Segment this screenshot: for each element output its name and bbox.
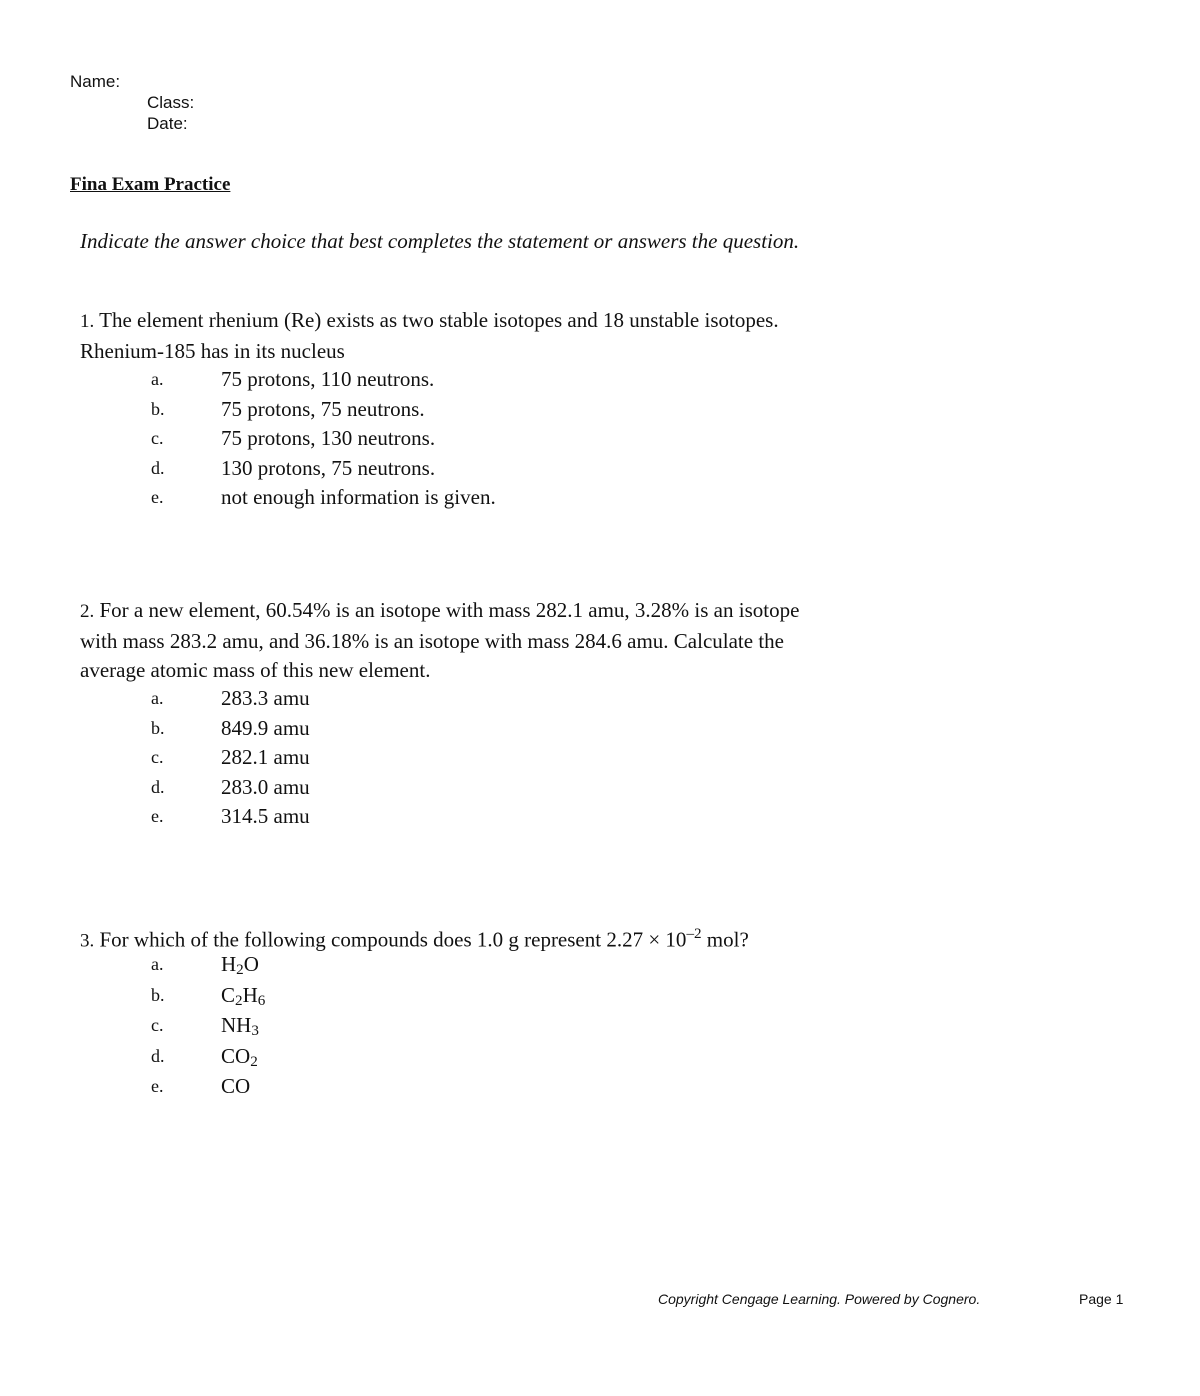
instructions: Indicate the answer choice that best completes the statement or answers the question.: [80, 229, 800, 253]
formula-subscript: 2: [235, 992, 243, 1009]
question-1-line-1: [80, 306, 779, 337]
option-letter: d.: [151, 1045, 165, 1066]
formula-text: CO: [221, 1074, 251, 1098]
name-label: Name:: [70, 72, 121, 91]
class-label: Class:: [147, 93, 195, 112]
option-text: 75 protons, 130 neutrons.: [221, 426, 436, 450]
formula-subscript: 2: [236, 962, 244, 979]
option-letter: a.: [151, 369, 164, 389]
option-text: 283.3 amu: [221, 686, 310, 710]
question-3-number: 3.: [80, 930, 95, 952]
option-text: not enough information is given.: [221, 485, 496, 509]
formula-subscript: 3: [251, 1023, 259, 1040]
option-text: 282.1 amu: [221, 745, 310, 769]
option-text: 314.5 amu: [221, 804, 310, 828]
option-text: 130 protons, 75 neutrons.: [221, 455, 436, 480]
option-letter: b.: [151, 717, 165, 738]
option-letter: c.: [151, 428, 164, 448]
option-letter: e.: [151, 487, 164, 507]
question-1: [80, 306, 779, 366]
formula-text: O: [243, 952, 259, 976]
option-formula: [221, 1071, 250, 1102]
footer-page-number: Page 1: [1079, 1291, 1124, 1307]
option-letter: a.: [151, 688, 164, 708]
date-label: Date:: [147, 114, 188, 133]
question-1-text-2: Rhenium-185 has in its nucleus: [80, 338, 345, 363]
option-text: 849.9 amu: [221, 715, 310, 740]
question-2-text-2: with mass 283.2 amu, and 36.18% is an isotope with mass 284.6 amu. Calculate the: [80, 628, 784, 653]
formula-subscript: 6: [257, 992, 266, 1009]
question-2-number: 2.: [80, 601, 95, 622]
question-1-number: 1.: [80, 311, 95, 332]
option-letter: c.: [151, 1015, 164, 1035]
page-title: Fina Exam Practice: [70, 174, 231, 195]
formula-text: H: [221, 952, 237, 976]
option-text: 75 protons, 110 neutrons.: [221, 367, 435, 391]
question-3-text-after: mol?: [701, 927, 749, 952]
option-text: 283.0 amu: [221, 774, 310, 799]
question-2: [80, 596, 799, 686]
option-text: 75 protons, 75 neutrons.: [221, 396, 425, 421]
option-letter: d.: [151, 457, 165, 478]
option-letter: c.: [151, 747, 164, 767]
question-2-text-3: average atomic mass of this new element.: [80, 658, 431, 682]
formula-subscript: 2: [250, 1053, 258, 1070]
question-3-text-before: For which of the following compounds does 1.0 g represent 2.27 × 10: [99, 927, 687, 952]
option-letter: a.: [151, 954, 164, 974]
question-2-text-1: For a new element, 60.54% is an isotope with mass 282.1 amu, 3.28% is an isotope: [99, 598, 800, 622]
option-letter: b.: [151, 984, 165, 1005]
formula-text: NH: [221, 1013, 252, 1037]
formula-text: CO: [221, 1043, 251, 1068]
footer-copyright: Copyright Cengage Learning. Powered by Cognero.: [658, 1291, 981, 1307]
question-1-text-1: The element rhenium (Re) exists as two stable isotopes and 18 unstable isotopes.: [99, 308, 779, 332]
option-letter: e.: [151, 806, 164, 826]
option-letter: d.: [151, 776, 165, 797]
option-letter: e.: [151, 1076, 164, 1096]
question-3-exponent: –2: [686, 926, 702, 942]
formula-text: C: [221, 982, 236, 1007]
formula-text: H: [242, 982, 258, 1007]
question-2-line-1: [80, 596, 799, 627]
option-letter: b.: [151, 398, 165, 419]
